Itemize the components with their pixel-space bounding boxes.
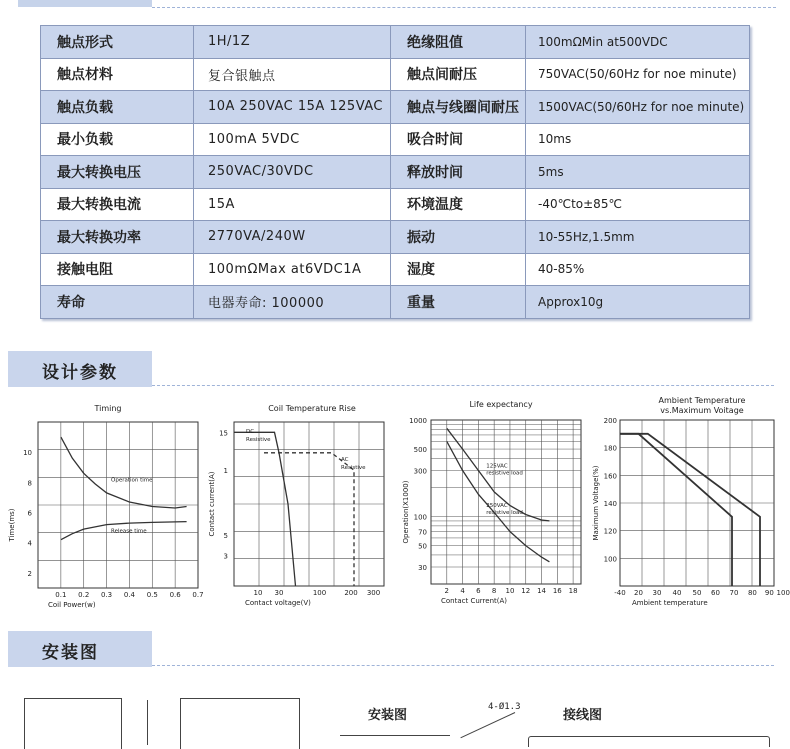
x-tick-label: 0.3: [101, 591, 113, 599]
spec-key: 触点间耐压: [391, 58, 526, 91]
y-tick-label: 30: [418, 564, 427, 573]
spec-key: 环境温度: [391, 188, 526, 221]
pin-baseline: [340, 735, 450, 746]
top-view-outline: [180, 698, 300, 749]
y-tick-label: 180: [603, 444, 617, 453]
x-tick-label: 20: [634, 589, 643, 597]
spec-value: 250VAC/30VDC: [194, 156, 391, 189]
design-params-header: [8, 351, 152, 387]
series-label: resistive load: [486, 470, 523, 477]
x-tick-label: 10: [505, 587, 515, 595]
x-tick-label: 2: [444, 587, 450, 595]
spec-value: 10A 250VAC 15A 125VAC: [194, 91, 391, 124]
y-axis-label: Time(ms): [8, 508, 16, 542]
spec-key: 接触电阻: [41, 253, 194, 286]
y-tick-label: 6: [27, 509, 32, 518]
wiring-diagram-label: 接线图: [563, 708, 603, 723]
y-axis-label: Maximum Voltage(%): [592, 465, 600, 541]
spec-value: 40-85%: [526, 253, 750, 286]
series-label: Release time: [111, 528, 147, 535]
spec-key: 最大转换功率: [41, 221, 194, 254]
y-tick-label: 5: [223, 531, 228, 540]
spec-value: Approx10g: [526, 286, 750, 319]
dimension-line: [147, 700, 148, 745]
y-tick-label: 10: [23, 449, 32, 458]
spec-value: 100mA 5VDC: [194, 123, 391, 156]
design-params-title: 设计参数: [42, 363, 118, 383]
chart-title: vs.Maximum Voitage: [660, 406, 744, 415]
hole-callout: 4-Ø1.3: [488, 702, 521, 712]
spec-row: [41, 221, 750, 254]
spec-value: 15A: [194, 188, 391, 221]
series-label: AC: [341, 457, 349, 463]
series-label: DC: [246, 429, 255, 435]
chart-title: Coil Temperature Rise: [268, 404, 356, 413]
x-tick-label: 200: [344, 589, 358, 597]
series-label: Resistive: [341, 465, 366, 471]
series-label: 250VAC: [486, 502, 508, 509]
y-tick-label: 100: [413, 513, 427, 522]
series-label: Operation time: [111, 477, 153, 484]
life-expectancy-chart: [395, 398, 590, 613]
spec-value: 1500VAC(50/60Hz for noe minute): [526, 91, 750, 124]
x-tick-label: 0.4: [123, 591, 135, 599]
ambient-temp-chart: [590, 398, 790, 613]
x-axis-label: Contact Current(A): [441, 597, 508, 605]
x-tick-label: 0.1: [55, 591, 67, 599]
spec-key: 触点负载: [41, 91, 194, 124]
spec-key: 绝缘阻值: [391, 26, 526, 59]
y-tick-label: 500: [413, 446, 427, 455]
x-tick-label: 100: [312, 589, 327, 597]
spec-value: 5ms: [526, 156, 750, 189]
spec-row: [41, 26, 750, 59]
spec-value: 1H/1Z: [194, 26, 391, 59]
x-axis-label: Coil Power(w): [48, 601, 96, 609]
spec-value: 2770VA/240W: [194, 221, 391, 254]
coil-temp-chart: [200, 398, 390, 613]
y-tick-label: 1000: [409, 417, 427, 425]
hole-leader: [460, 712, 515, 738]
spec-row: [41, 58, 750, 91]
spec-row: [41, 188, 750, 221]
top-section-bar: [0, 0, 790, 12]
series-label: resistive load: [486, 509, 523, 516]
spec-key: 重量: [391, 286, 526, 319]
spec-key: 触点材料: [41, 58, 194, 91]
x-tick-label: 60: [711, 589, 720, 597]
x-tick-label: 50: [692, 589, 702, 597]
y-axis-label: Contact current(A): [208, 471, 216, 537]
x-tick-label: 70: [729, 589, 739, 597]
install-drawings: [0, 680, 790, 743]
spec-value: 10-55Hz,1.5mm: [526, 221, 750, 254]
x-tick-label: 0.5: [146, 591, 158, 599]
spec-key: 最小负载: [41, 123, 194, 156]
series-label: 125VAC: [486, 463, 508, 470]
series-line: [447, 441, 550, 561]
spec-key: 吸合时间: [391, 123, 526, 156]
spec-value: -40℃to±85℃: [526, 188, 750, 221]
x-tick-label: 10: [253, 589, 263, 597]
series-line: [620, 434, 732, 586]
spec-key: 寿命: [41, 286, 194, 319]
spec-value: 10ms: [526, 123, 750, 156]
x-tick-label: 0.2: [78, 591, 90, 599]
y-tick-label: 120: [603, 527, 617, 536]
y-tick-label: 160: [603, 472, 617, 481]
chart-title: Timing: [94, 404, 122, 413]
top-section-divider: [152, 7, 776, 8]
y-tick-label: 200: [603, 417, 617, 425]
spec-key: 触点与线圈间耐压: [391, 91, 526, 124]
x-axis-label: Contact voltage(V): [245, 599, 311, 607]
x-tick-label: 8: [491, 587, 497, 595]
x-tick-label: 6: [476, 587, 481, 595]
spec-value: 电器寿命: 100000: [194, 286, 391, 319]
x-tick-label: 0.7: [192, 591, 204, 599]
y-tick-label: 3: [223, 552, 228, 561]
x-tick-label: 100: [776, 589, 790, 597]
x-tick-label: 12: [521, 587, 531, 595]
spec-key: 最大转换电压: [41, 156, 194, 189]
x-tick-label: 30: [652, 589, 662, 597]
install-divider: [152, 665, 774, 666]
spec-key: 释放时间: [391, 156, 526, 189]
spec-value: 复合银触点: [194, 58, 391, 91]
x-tick-label: 40: [672, 589, 682, 597]
spec-row: [41, 91, 750, 124]
install-title: 安装图: [42, 643, 99, 663]
timing-chart: [0, 398, 204, 613]
chart-title: Ambient Temperature: [658, 396, 746, 405]
design-params-divider: [152, 385, 774, 386]
spec-row: [41, 286, 750, 319]
spec-table: [40, 25, 750, 319]
x-tick-label: 16: [552, 587, 562, 595]
spec-key: 湿度: [391, 253, 526, 286]
chart-title: Life expectancy: [469, 400, 533, 409]
install-header: [8, 631, 152, 667]
y-tick-label: 1: [223, 467, 228, 476]
y-axis-label: Operation(X1000): [402, 480, 410, 544]
x-tick-label: 80: [747, 589, 757, 597]
install-diagram-label: 安装图: [368, 708, 408, 723]
y-tick-label: 140: [603, 500, 617, 508]
x-tick-label: -40: [614, 589, 626, 597]
y-tick-label: 100: [603, 555, 617, 564]
side-view-outline: [24, 698, 122, 749]
spec-key: 触点形式: [41, 26, 194, 59]
y-tick-label: 15: [219, 429, 228, 438]
y-tick-label: 8: [27, 479, 32, 488]
x-tick-label: 90: [764, 589, 774, 597]
x-tick-label: 4: [460, 587, 465, 595]
y-tick-label: 300: [413, 467, 427, 476]
spec-key: 振动: [391, 221, 526, 254]
series-line: [61, 437, 187, 508]
x-tick-label: 14: [537, 587, 546, 595]
x-tick-label: 30: [274, 589, 284, 597]
y-tick-label: 2: [27, 569, 32, 578]
x-axis-label: Ambient temperature: [632, 599, 708, 607]
wiring-outline: [528, 736, 770, 747]
y-tick-label: 70: [418, 528, 427, 537]
x-tick-label: 18: [568, 587, 578, 595]
top-section-tab: [18, 0, 152, 7]
x-tick-label: 0.6: [169, 591, 181, 599]
y-tick-label: 50: [418, 542, 427, 551]
spec-value: 100mΩMin at500VDC: [526, 26, 750, 59]
spec-value: 100mΩMax at6VDC1A: [194, 253, 391, 286]
y-tick-label: 4: [27, 539, 32, 548]
spec-value: 750VAC(50/60Hz for noe minute): [526, 58, 750, 91]
series-line: [620, 434, 760, 586]
series-label: Resistive: [246, 437, 271, 443]
spec-row: [41, 123, 750, 156]
spec-row: [41, 253, 750, 286]
spec-row: [41, 156, 750, 189]
series-line: [234, 432, 296, 586]
x-tick-label: 300: [366, 589, 381, 597]
spec-key: 最大转换电流: [41, 188, 194, 221]
